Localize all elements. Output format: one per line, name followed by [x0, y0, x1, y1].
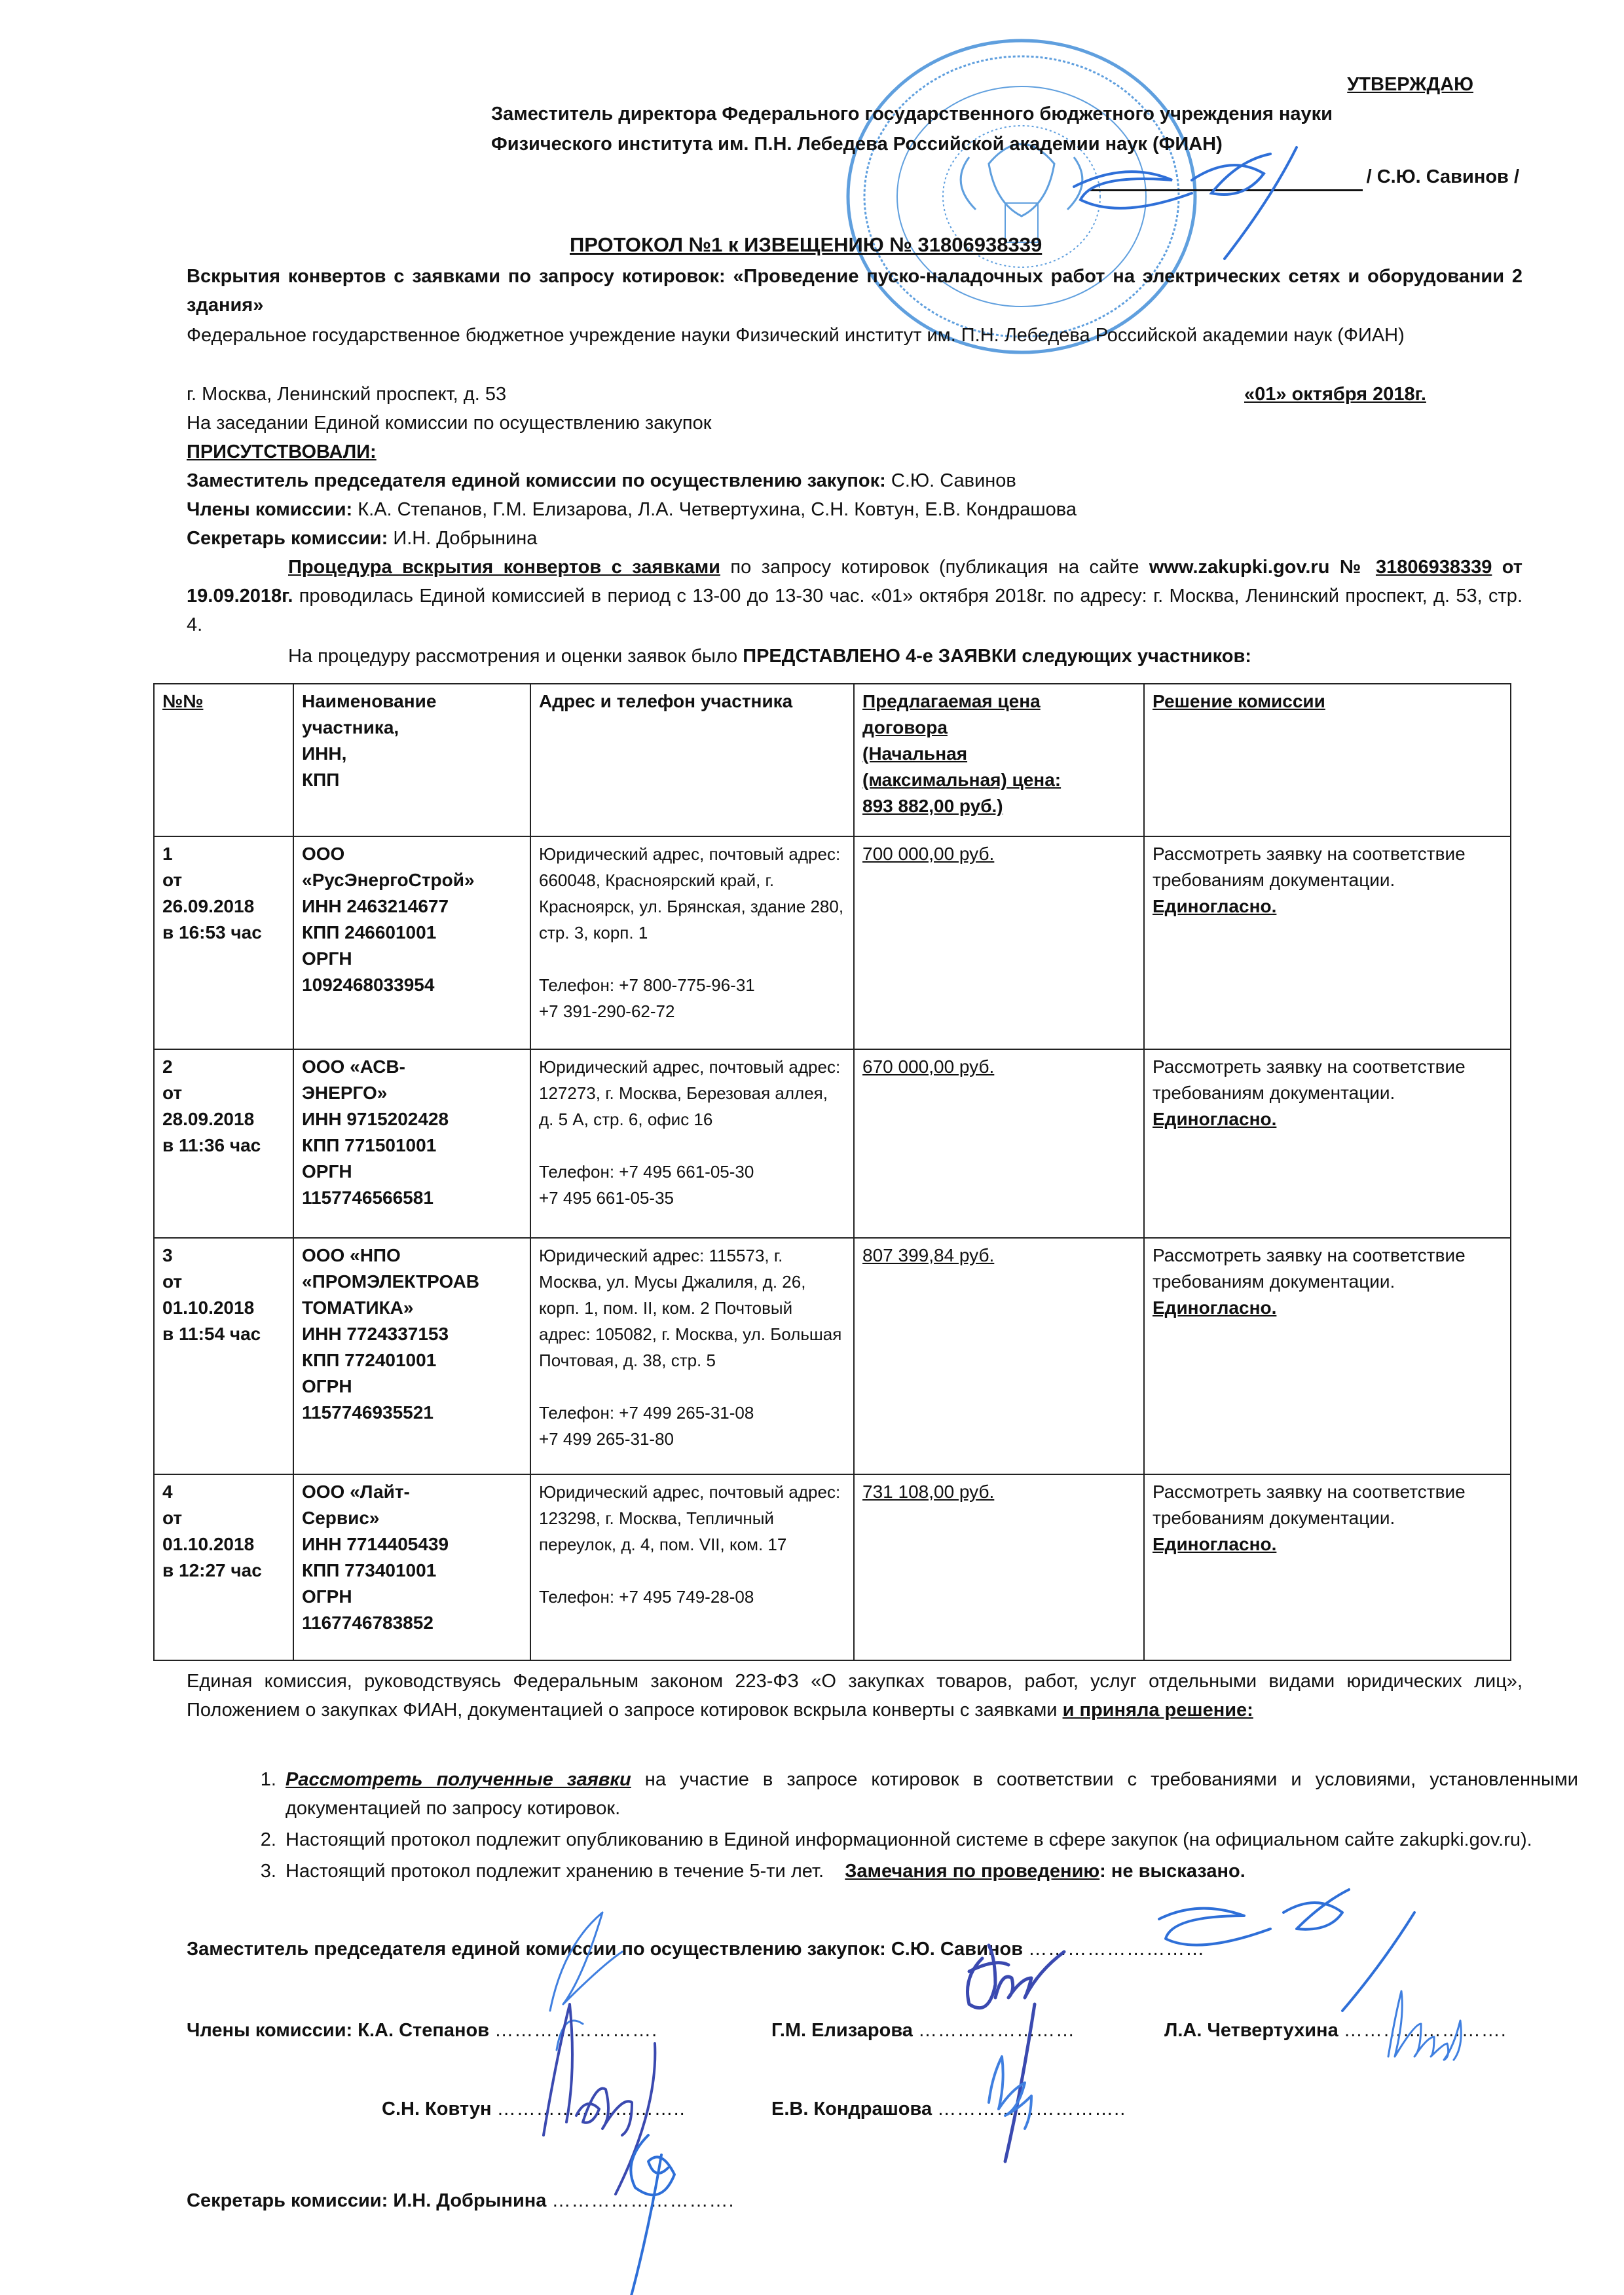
- remarks-value: : не высказано.: [1099, 1861, 1246, 1882]
- signer-name: Г.М. Елизарова: [771, 2020, 913, 2041]
- address-cell: [530, 1049, 854, 1238]
- secretary-name: И.Н. Добрынина: [388, 528, 538, 549]
- participant-cell: [293, 1474, 530, 1660]
- table-header-row: [154, 684, 1511, 836]
- bids-table: [153, 683, 1511, 1661]
- participant-line: КПП 773401001: [302, 1560, 437, 1580]
- participant-line: ЭНЕРГО»: [302, 1083, 388, 1103]
- commission-decision: Рассмотреть заявку на соответствие требованиям документации.: [1153, 1056, 1466, 1103]
- bid-number-line: 01.10.2018: [162, 1297, 255, 1318]
- participant-line: ИНН 2463214677: [302, 896, 449, 916]
- procurement-site-link: www.zakupki.gov.ru №: [1149, 557, 1366, 578]
- approver-name: / С.Ю. Савинов /: [1366, 166, 1519, 187]
- participant-line: 1157746566581: [302, 1187, 434, 1208]
- participant-phone: Телефон: +7 495 749-28-08: [539, 1587, 754, 1607]
- offered-price: 807 399,84 руб.: [862, 1245, 995, 1265]
- decision-cell: [1144, 1049, 1511, 1238]
- commission-decision: Рассмотреть заявку на соответствие требованиям документации.: [1153, 1482, 1466, 1528]
- header-price-line: 893 882,00 руб.): [862, 796, 1003, 816]
- vote-result: Единогласно.: [1153, 1109, 1277, 1129]
- participant-phone: +7 499 265-31-80: [539, 1429, 674, 1449]
- decision-cell: [1144, 836, 1511, 1049]
- signature-elizarova-ink: [968, 1945, 1065, 2161]
- participant-line: «ПРОМЭЛЕКТРОАВ: [302, 1271, 480, 1292]
- participant-address: Юридический адрес, почтовый адрес: 127273, г. Москва, Березовая аллея, д. 5 А, стр. 6, офис 16: [539, 1057, 841, 1129]
- table-row: [154, 1049, 1511, 1238]
- participant-line: 1092468033954: [302, 975, 435, 995]
- approval-block: [458, 71, 1519, 191]
- commission-decision: Рассмотреть заявку на соответствие требованиям документации.: [1153, 844, 1466, 890]
- participant-phone: +7 391-290-62-72: [539, 1001, 675, 1021]
- bid-number-line: 2: [162, 1056, 173, 1077]
- participant-line: ООО «НПО: [302, 1245, 401, 1265]
- spacer: [539, 1373, 847, 1400]
- decision-cell: [1144, 1474, 1511, 1660]
- vote-result: Единогласно.: [1153, 1534, 1277, 1554]
- decision-list: [223, 1765, 1578, 1888]
- header-participant-line: КПП: [302, 770, 340, 790]
- participant-phone: Телефон: +7 800-775-96-31: [539, 975, 755, 995]
- signature-dots: ……………………: [917, 2020, 1075, 2041]
- signature-deputy: [187, 1935, 1205, 1964]
- signer-name: Л.А. Четвертухина: [1164, 2020, 1338, 2041]
- approval-signatory: [458, 163, 1519, 191]
- resolution-text: Единая комиссия, руководствуясь Федеральным законом 223-ФЗ «О закупках товаров, работ, услуг отдельными видами юридических лиц», Положением о закупках ФИАН, документацией о запросе котировок вскрыла конверты с заявками: [187, 1671, 1522, 1721]
- participant-address: Юридический адрес, почтовый адрес: 660048, Красноярский край, г. Красноярск, ул. Брянская, здание 280, стр. 3, корп. 1: [539, 844, 844, 942]
- participant-address: Юридический адрес, почтовый адрес: 123298, г. Москва, Тепличный переулок, д. 4, пом. VII, ком. 17: [539, 1482, 841, 1554]
- bid-number-line: в 16:53 час: [162, 922, 262, 942]
- signer-name: Е.В. Кондрашова: [771, 2099, 932, 2119]
- decision-text: Настоящий протокол подлежит опубликованию в Единой информационной системе в сфере закупок (на официальном сайте zakupki.gov.ru).: [286, 1829, 1532, 1850]
- deputy-label: Заместитель председателя единой комиссии по осуществлению закупок:: [187, 470, 886, 491]
- members-names: К.А. Степанов, Г.М. Елизарова, Л.А. Четвертухина, С.Н. Ковтун, Е.В. Кондрашова: [352, 499, 1077, 520]
- submitted-bids-intro: [288, 642, 1251, 671]
- offered-price: 731 108,00 руб.: [862, 1482, 995, 1502]
- signer-name: Секретарь комиссии: И.Н. Добрынина: [187, 2190, 547, 2211]
- meeting-place: г. Москва, Ленинский проспект, д. 53: [187, 384, 507, 405]
- participant-line: ИНН 7714405439: [302, 1534, 449, 1554]
- participant-line: КПП 771501001: [302, 1135, 437, 1155]
- participant-line: ИНН 7724337153: [302, 1324, 449, 1344]
- signature-dots: …………………….: [1343, 2020, 1507, 2041]
- decision-text: на участие в запросе котировок в соответствии с требованиями и условиями, установленными документацией по запросу котировок.: [286, 1769, 1578, 1819]
- header-participant-line: участника,: [302, 717, 399, 737]
- participant-line: ИНН 9715202428: [302, 1109, 449, 1129]
- spacer: [539, 946, 847, 972]
- header-price-line: (максимальная) цена:: [862, 770, 1061, 790]
- resolution-decision-label: и приняла решение:: [1062, 1700, 1253, 1721]
- participant-line: 1167746783852: [302, 1613, 434, 1633]
- bid-number-line: 1: [162, 844, 173, 864]
- offered-price: 700 000,00 руб.: [862, 844, 995, 864]
- commission-decision: Рассмотреть заявку на соответствие требованиям документации.: [1153, 1245, 1466, 1292]
- decision-cell: [1144, 1238, 1511, 1474]
- members-label: Члены комиссии:: [187, 499, 353, 520]
- participant-line: Сервис»: [302, 1508, 380, 1528]
- submitted-text: На процедуру рассмотрения и оценки заявок было: [288, 646, 743, 667]
- table-row: [154, 836, 1511, 1049]
- bid-number-cell: [154, 836, 293, 1049]
- procedure-lead: Процедура вскрытия конвертов с заявками: [288, 557, 720, 578]
- secretary-label: Секретарь комиссии:: [187, 528, 388, 549]
- bid-number-line: 26.09.2018: [162, 896, 255, 916]
- price-cell: [854, 1238, 1144, 1474]
- header-address: Адрес и телефон участника: [530, 684, 854, 836]
- header-price: [854, 684, 1144, 836]
- price-cell: [854, 836, 1144, 1049]
- attendance-deputy: [187, 466, 1016, 495]
- bid-number-line: от: [162, 1271, 183, 1292]
- signature-stepanov: [187, 2016, 657, 2045]
- participant-address: Юридический адрес: 115573, г. Москва, ул. Мусы Джалиля, д. 26, корп. 1, пом. II, ком. 2 Почтовый адрес: 105082, г. Москва, ул. Большая Почтовая, д. 38, стр. 5: [539, 1246, 842, 1370]
- header-price-line: Предлагаемая цена: [862, 691, 1041, 711]
- address-cell: [530, 836, 854, 1049]
- participant-phone: +7 495 661-05-35: [539, 1188, 674, 1208]
- notice-number: 31806938339: [1375, 557, 1492, 578]
- table-row: [154, 1238, 1511, 1474]
- bid-number-line: 01.10.2018: [162, 1534, 255, 1554]
- bid-number-line: от: [162, 1508, 183, 1528]
- participant-line: ООО «Лайт-: [302, 1482, 410, 1502]
- signature-chetvertukhina: [1164, 2016, 1507, 2045]
- signature-kovtun: [382, 2095, 686, 2123]
- signature-dots: ………………………..: [937, 2099, 1126, 2119]
- header-number: №№: [154, 684, 293, 836]
- header-participant: [293, 684, 530, 836]
- header-participant-line: ИНН,: [302, 743, 347, 764]
- participant-phone: Телефон: +7 495 661-05-30: [539, 1162, 754, 1182]
- bid-number-line: в 12:27 час: [162, 1560, 262, 1580]
- protocol-title: ПРОТОКОЛ №1 к ИЗВЕЩЕНИЮ № 31806938339: [570, 233, 1043, 256]
- signature-kondrashova: [771, 2095, 1126, 2123]
- participant-line: ООО «АСВ-: [302, 1056, 405, 1077]
- participant-line: «РусЭнергоСтрой»: [302, 870, 475, 890]
- decision-item: [282, 1765, 1578, 1823]
- vote-result: Единогласно.: [1153, 1297, 1277, 1318]
- bid-number-cell: [154, 1049, 293, 1238]
- approval-line-1: Заместитель директора Федерального государственного бюджетного учреждения науки: [491, 103, 1333, 124]
- offered-price: 670 000,00 руб.: [862, 1056, 995, 1077]
- bid-number-cell: [154, 1238, 293, 1474]
- decision-lead: Рассмотреть полученные заявки: [286, 1769, 631, 1790]
- signature-dobrynina-ink: [629, 2135, 674, 2295]
- members-label: Члены комиссии:: [187, 2020, 353, 2041]
- participant-line: ООО: [302, 844, 345, 864]
- price-cell: [854, 1049, 1144, 1238]
- signature-dots: ………………………: [1028, 1939, 1206, 1960]
- spacer: [539, 1132, 847, 1159]
- resolution-paragraph: [187, 1667, 1522, 1725]
- meeting-description: На заседании Единой комиссии по осуществлению закупок: [187, 413, 712, 434]
- attendance-heading: ПРИСУТСТВОВАЛИ:: [187, 441, 377, 462]
- procedure-text-2: проводилась Единой комиссией в период с 13-00 до 13-30 час. «01» октября 2018г. по адресу: г. Москва, Ленинский проспект, д. 53, стр. 4.: [187, 586, 1522, 635]
- signature-dots: …………………….: [494, 2020, 658, 2041]
- table-row: [154, 1474, 1511, 1660]
- bid-number-cell: [154, 1474, 293, 1660]
- approval-line-2: Физического института им. П.Н. Лебедева Российской академии наук (ФИАН): [491, 134, 1223, 155]
- signer-name: К.А. Степанов: [358, 2020, 490, 2041]
- signature-dots: ………………………..: [496, 2099, 686, 2119]
- address-cell: [530, 1474, 854, 1660]
- vote-result: Единогласно.: [1153, 896, 1277, 916]
- signer-name: Заместитель председателя единой комиссии по осуществлению закупок: С.Ю. Савинов: [187, 1939, 1024, 1960]
- header-decision: Решение комиссии: [1144, 684, 1511, 836]
- participant-line: ОРГН: [302, 1161, 352, 1182]
- participant-line: ОРГН: [302, 948, 352, 969]
- signature-dots: ……………………….: [551, 2190, 735, 2211]
- organization-name: Федеральное государственное бюджетное учреждение науки Физический институт им. П.Н. Лебедева Российской академии наук (ФИАН): [187, 325, 1405, 346]
- attendance-members: [187, 495, 1077, 524]
- notice-date: от 19.09.2018г.: [187, 557, 1522, 606]
- signature-line: [1088, 189, 1363, 191]
- bid-number-line: 28.09.2018: [162, 1109, 255, 1129]
- decision-item: [282, 1857, 1578, 1886]
- procedure-text-1: по запросу котировок (публикация на сайте: [720, 557, 1149, 578]
- header-price-line: договора: [862, 717, 948, 737]
- remarks-label: Замечания по проведению: [845, 1861, 1100, 1882]
- bid-number-line: 3: [162, 1245, 173, 1265]
- participant-line: 1157746935521: [302, 1402, 434, 1423]
- bid-number-line: от: [162, 870, 183, 890]
- signer-name: С.Н. Ковтун: [382, 2099, 492, 2119]
- participant-cell: [293, 1049, 530, 1238]
- meeting-date: «01» октября 2018г.: [1244, 384, 1426, 405]
- header-price-line: (Начальная: [862, 743, 968, 764]
- participant-cell: [293, 836, 530, 1049]
- price-cell: [854, 1474, 1144, 1660]
- approval-heading: УТВЕРЖДАЮ: [1347, 74, 1473, 95]
- signature-secretary: [187, 2186, 735, 2215]
- bid-number-line: в 11:54 час: [162, 1324, 261, 1344]
- bid-number-line: 4: [162, 1482, 173, 1502]
- procedure-paragraph: [187, 553, 1522, 639]
- bid-number-line: от: [162, 1083, 183, 1103]
- attendance-secretary: [187, 524, 537, 553]
- signature-elizarova: [771, 2016, 1075, 2045]
- participant-phone: Телефон: +7 499 265-31-08: [539, 1403, 754, 1423]
- spacer: [539, 1558, 847, 1584]
- protocol-subject: Вскрытия конвертов с заявками по запросу котировок: «Проведение пуско-наладочных работ на электрических сетях и оборудовании 2 здания»: [187, 266, 1522, 316]
- participant-line: ОГРН: [302, 1586, 352, 1607]
- submitted-count: ПРЕДСТАВЛЕНО 4-е ЗАЯВКИ следующих участников:: [743, 646, 1251, 667]
- participant-cell: [293, 1238, 530, 1474]
- bid-number-line: в 11:36 час: [162, 1135, 261, 1155]
- deputy-name: С.Ю. Савинов: [885, 470, 1016, 491]
- decision-text: Настоящий протокол подлежит хранению в течение 5-ти лет.: [286, 1861, 845, 1882]
- decision-item: [282, 1825, 1578, 1854]
- participant-line: ОГРН: [302, 1376, 352, 1396]
- participant-line: КПП 246601001: [302, 922, 437, 942]
- header-participant-line: Наименование: [302, 691, 437, 711]
- participant-line: КПП 772401001: [302, 1350, 437, 1370]
- participant-line: ТОМАТИКА»: [302, 1297, 414, 1318]
- address-cell: [530, 1238, 854, 1474]
